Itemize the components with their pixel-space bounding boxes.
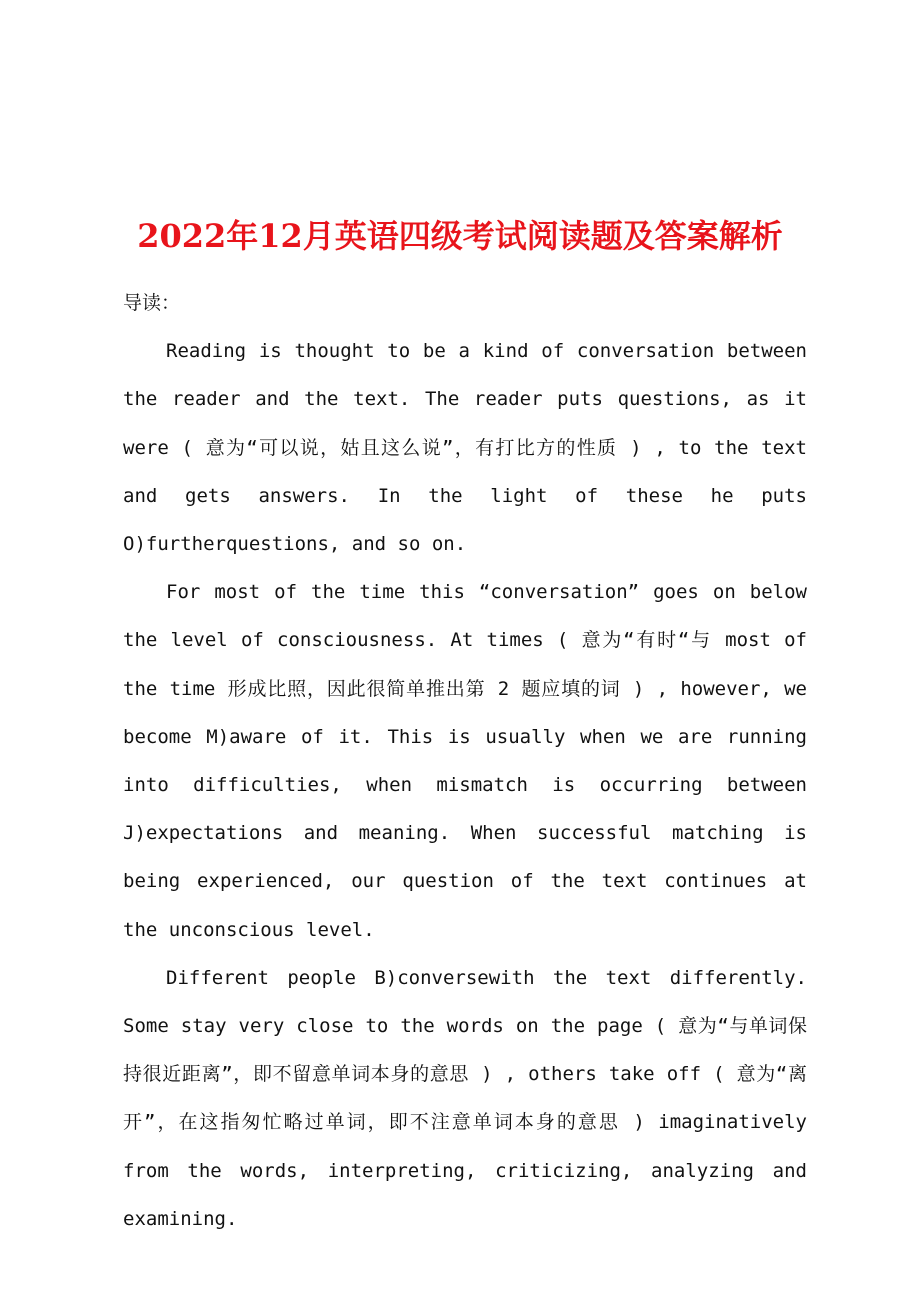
lead-label: 导读： (123, 292, 181, 314)
paragraph-3: Different people B)conversewith the text differently. Some stay very close to the words on the page ( 意为“与单词保持很近距离”，即不留意单词本身的意思 ) , others take off ( 意为“离开”，在这指匆忙略过单词，即不注意单词本身的意思 ) imaginatively from the words, interpreting, criticizing, analyzing and examining. (123, 966, 807, 1230)
paragraph-1: Reading is thought to be a kind of conversation between the reader and the text. The reader puts questions, as it were ( 意为“可以说，姑且这么说”，有打比方的性质 ) , to the text and gets answers. In the light of these he puts O)furtherquestions, and so on. (123, 340, 807, 556)
page-title: 2022年12月英语四级考试阅读题及答案解析 (137, 217, 783, 256)
document-body (123, 279, 807, 1243)
paragraph-2: For most of the time this “conversation” goes on below the level of consciousness. At times ( 意为“有时“与 most of the time 形成比照，因此很简单推出第 2 题应填的词 ) , however, we become M)aware of it. This is usually when we are running into difficulties, when mismatch is occurring between J)expectations and meaning. When successful matching is being experienced, our question of the text continues at the unconscious level. (123, 581, 807, 941)
